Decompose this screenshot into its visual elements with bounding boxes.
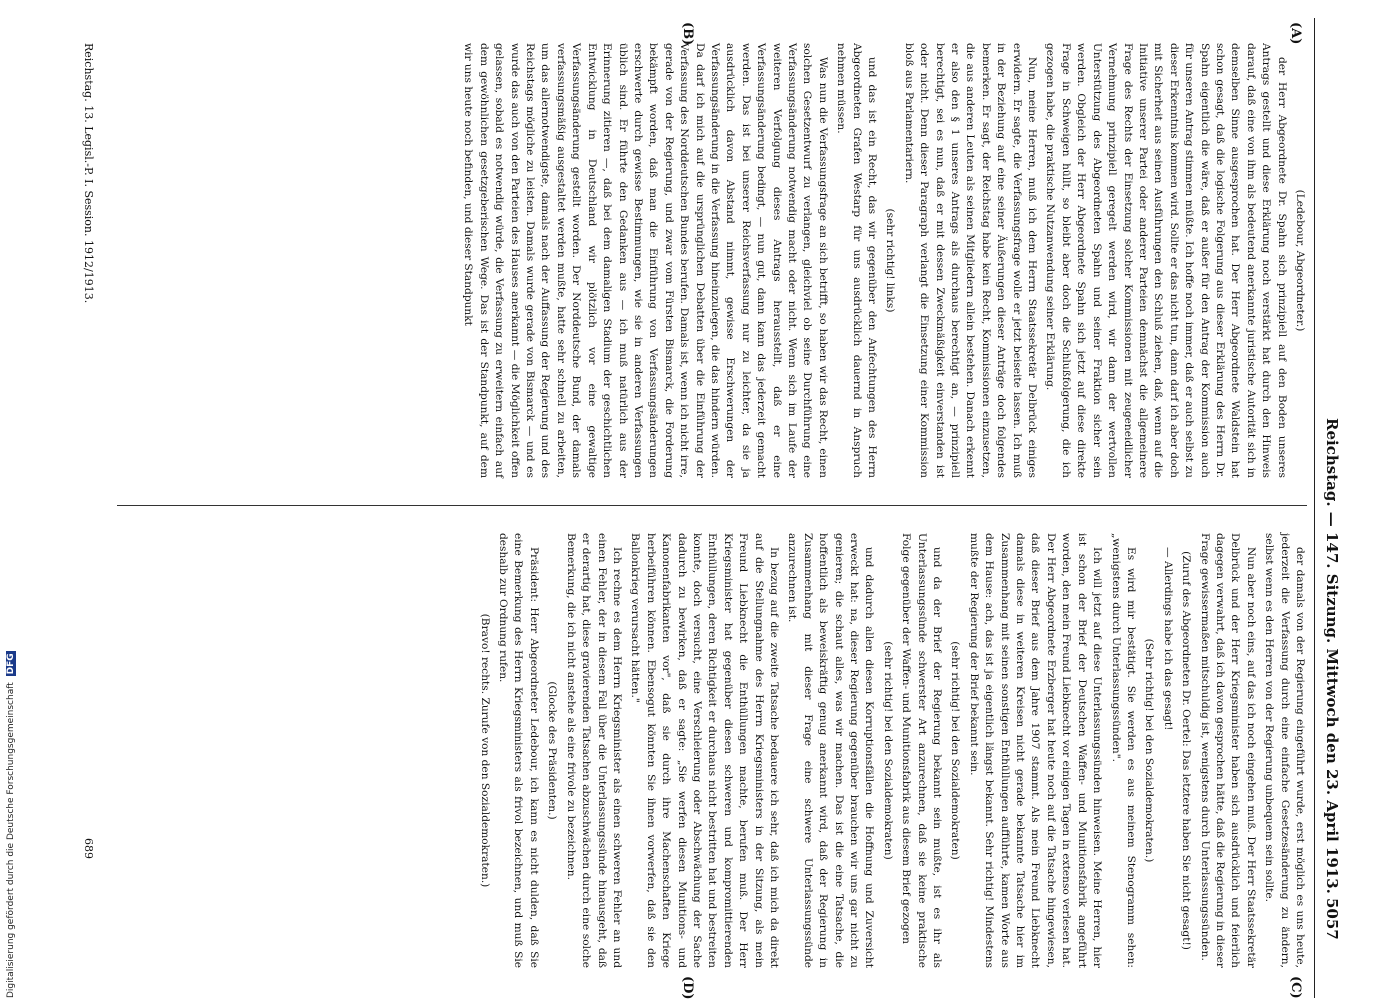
paragraph: und das ist ein Recht, das wir gegenüber den Anfechtungen des Herrn Abgeordneten Grafen Westarp für uns ausdrücklich dauernd in Anspruch nehmen müssen. [835, 43, 879, 478]
digitization-credit [6, 651, 16, 998]
paragraph: der Herr Abgeordnete Dr. Spahn sich prinzipiell auf den Boden unseres Antrags gestellt und diese Erklärung noch verstärkt hat durch den Hinweis darauf, daß eine von ihm als bedeutend anerkannte juristische Autorität sich in demselben Sinne ausgesprochen hat. Der Herr Abgeordnete Waldstein hat schon gesagt, daß die logische Folgerung aus dieser Erklärung des Herrn Dr. Spahn eigentlich die wäre, daß er außer für den Antrag der Kommission auch für unseren Antrag stimmen müßte. Ich hoffe noch immer, daß er auch selbst zu dieser Erkenntnis kommen wird. Sollte er das nicht tun, dann darf ich aber doch mit Sicherheit aus seinen Ausführungen den Schluß ziehen, daß, wenn auf die Initiative unserer Partei oder anderer Parteien demnächst die allgemeinere Frage des Rechts der Einsetzung solcher Kommissionen mit zeugeneidlicher Vernehmung prinzipiell geregelt werden wird, wir dann der wertvollen Unterstützung des Abgeordneten Spahn und seiner Fraktion sicher sein werden. Obgleich der Herr Abgeordnete Spahn sich jetzt auf diese direkte Frage in Schweigen hüllt, so bleibt aber doch die Schlußfolgerung, die ich gezogen habe, die praktische Nutzanwendung seiner Erklärung. [1044, 43, 1288, 478]
footer-page: 689 [82, 838, 95, 859]
header-rule [1314, 18, 1315, 998]
footer-source: Reichstag. 13. Legisl.-P. I. Session. 1912/1913. [82, 43, 95, 304]
paragraph: Ich rechne es dem Herrn Kriegsminister als einen schweren Fehler an und einen Fehler, der in diesem Fall über die Unterlassungssünde hinausgeht, daß er derartig hat, diese gravierenden Tatsachen abzuschwächen durch eine solche Bemerkung, die ich nicht anstehe als eine frivole zu bezeichnen. [564, 533, 623, 968]
interjection: (Glocke des Präsidenten.) [546, 681, 559, 820]
left-column [457, 43, 1307, 478]
paragraph: Nun, meine Herren, muß ich dem Herrn Staatssekretär Delbrück einiges erwidern. Er sagte, die Verfassungsfrage wolle er jetzt beiseite lassen. Ich muß in der Beziehung auf eine seiner Äußerungen dieser Anträge doch folgendes bemerken. Er sagt, der Reichstag habe kein Recht, Kommissionen einzusetzen, die aus anderen Leuten als seinen Mitgliedern allein bestehen. Danach erkennt er also den § 1 unseres Antrags als durchaus berechtigt an, — prinzipiell berechtigt, sei es nun, daß er mit dessen Zweckmäßigkeit einverstanden ist oder nicht. Denn dieser Paragraph verlangt die Einsetzung einer Kommission bloß aus Parlamentariern. [902, 43, 1039, 478]
paragraph: und da der Brief der Regierung bekannt sein mußte, ist es ihr als Unterlassungssünde schwerster Art anzurechnen, daß sie keine praktische Folge gegenüber der Waffen- und Munitionsfabrik aus diesem Brief gezogen [900, 533, 944, 968]
paragraph: Ich will jetzt auf diese Unterlassungssünden hinweisen. Meine Herren, hier ist schon der Brief der Deutschen Waffen- und Munitionsfabrik angeführt worden, den mein Freund Liebknecht vor einigen Tagen in extenso verlesen hat. Der Herr Abgeordnete Erzberger hat heute noch auf die Tatsache hingewiesen, daß dieser Brief aus dem Jahre 1907 stammt. Als mein Freund Liebknecht damals diese in weiteren Kreisen nicht gerade bekannte Tatsache hier im Zusammenhang mit seinen sonstigen Enthüllungen aufführte, kamen Worte aus dem Hause: ach, das ist ja eigentlich längst bekannt. Sehr richtig! Mindestens mußte der Regierung der Brief bekannt sein. [967, 533, 1104, 968]
marker-d: (D) [680, 976, 695, 1000]
page-header [1315, 18, 1345, 998]
paragraph: Nun aber noch eins, auf das ich noch eingehen muß. Der Herr Staatssekretär Delbrück und der Herr Kriegsminister haben sich ausdrücklich und feierlich dagegen verwahrt, daß ich davon gesprochen hätte, daß die Regierung in dieser Frage gewissermaßen mitschuldig ist, wenigstens durch Unterlassungssünden. [1198, 533, 1257, 968]
paragraph: Es wird mir bestätigt. Sie werden es aus meinem Stenogramm sehen: „wenigstens durch Unterlassungssünden". [1109, 533, 1137, 968]
paragraph: In bezug auf die zweite Tatsache bedauere ich sehr, daß ich mich da direkt auf die Stellungnahme des Herrn Kriegsministers in der Sitzung, als mein Freund Liebknecht die Enthüllungen machte, berufen muß. Der Herr Kriegsminister hat gegenüber diesen schweren und kompromittierenden Enthüllungen, deren Richtigkeit er durchaus nicht bestritten hat und bestreiten konnte, doch versucht, eine Verschleierung oder Abschwächung der Sache dadurch zu bewirken, daß er sagte: „Sie werfen diesen Munitions- und Kanonenfabrikanten vor", daß sie durch ihre Machenschaften Kriege herbeiführen können. Ebensogut könnten Sie ihnen vorwerfen, daß sie den Ballonkrieg verursacht hätten." [629, 533, 780, 968]
interjection: (Sehr richtig! bei den Sozialdemokraten.) [1143, 638, 1156, 863]
marker-b: (B) [680, 22, 695, 46]
paragraph: Was nun die Verfassungsfrage an sich betrifft, so haben wir das Recht, einen solchen Gesetzentwurf zu verlangen, gleichviel ob seine Durchführung eine Verfassungsänderung notwendig macht oder nicht. Wenn sich im Laufe der weiteren Verfolgung dieses Antrags herausstellt, daß er eine Verfassungsänderung bedingt, — nun gut, dann kann das jederzeit gemacht werden. Das ist bei unserer Reichsverfassung nur zu leichter, da sie ja ausdrücklich davon Abstand nimmt, gewisse Erschwerungen der Verfassungsänderung in die Verfassung hineinzulegen, die das hindern würden. Da darf ich mich auf die ursprünglichen Debatten über die Einführung der Verfassung des Norddeutschen Bundes berufen. Damals ist, wenn ich nicht irre, gerade von der Regierung, und zwar vom Fürsten Bismarck, die Forderung bekämpft worden, daß man die Einführung von Verfassungsänderungen erschwerte durch gewisse Bestimmungen, wie sie in anderen Verfassungen üblich sind. Er führte den Gedanken aus — ich muß natürlich aus der Erinnerung zitieren —, daß bei dem damaligen Stadium der geschichtlichen Entwicklung in Deutschland wir plötzlich vor eine gewaltige Verfassungsänderung gestellt worden. Der Norddeutsche Bund, der damals verfassungsmäßig ausgestaltet werden mußte, hatte sehr schnell zu arbeiten, um das allernotwendigste, damals nach der Auffassung der Regierung und des Reichstags mögliche zu leisten. Damals wurde gerade von Bismarck — und es wurde das auch von den Parteien des Hauses anerkannt — die Möglichkeit offen gelassen, sobald es notwendig würde, die Verfassung zu erweitern einfach auf dem gewöhnlichen gesetzgeberischen Wege. Das ist der Standpunkt, auf dem wir uns heute noch befinden, und dieser Standpunkt [462, 43, 829, 478]
paragraph: der damals von der Regierung eingeführt wurde, erst möglich es uns heute, jederzeit die Verfassung durch eine einfache Gesetzesänderung zu ändern, selbst wenn es den Herren von der Regierung unbequem sein sollte. [1263, 533, 1306, 968]
credit-text: Digitalisierung gefördert durch die Deutsche Forschungsgemeinschaft [6, 682, 16, 998]
header-title: Reichstag. — 147. Sitzung. Mittwoch den 23. April 1913. [1323, 418, 1341, 894]
interjection: (Bravo! rechts. Zurufe von den Sozialdemokraten.) [478, 613, 491, 888]
paragraph: — Allerdings habe ich das gesagt! [1161, 547, 1174, 731]
speaker-label: (Ledebour, Abgeordneter.) [1294, 189, 1306, 332]
dfg-logo: DFG [6, 653, 16, 675]
paragraph: und dadurch allen diesen Korruptionsfällen die Hoffnung und Zuversicht erweckt hat: na, dieser Regierung gegenüber brauchen wir uns gar nicht zu genieren; die schaut alles, was wir machen. Das ist die eine Tatsache, die hoffentlich als beweiskräftig genug anerkannt wird, daß der Regierung in Zusammenhang mit dieser Frage eine schwere Unterlassungssünde anzurechnen ist. [786, 533, 876, 968]
marker-a: (A) [1288, 22, 1303, 45]
header-page-number: 5057 [1323, 898, 1341, 940]
marker-c: (C) [1288, 976, 1303, 999]
right-column [473, 533, 1307, 968]
interjection: (sehr richtig! bei den Sozialdemokraten) [881, 641, 894, 860]
paragraph: Präsident: Herr Abgeordneter Ledebour, ich kann es nicht dulden, daß Sie eine Bemerkung des Herrn Kriegsministers als frivol bezeichnen, und muß Sie deshalb zur Ordnung rufen. [497, 533, 540, 968]
interjection: (sehr richtig! bei den Sozialdemokraten) [949, 641, 962, 860]
interjection: (Zuruf des Abgeordneten Dr. Oertel: Das letztere haben Sie nicht gesagt!) [1180, 551, 1193, 950]
column-divider [117, 505, 1307, 506]
interjection: (sehr richtig! links) [884, 208, 897, 313]
rotated-page [30, 18, 1345, 998]
